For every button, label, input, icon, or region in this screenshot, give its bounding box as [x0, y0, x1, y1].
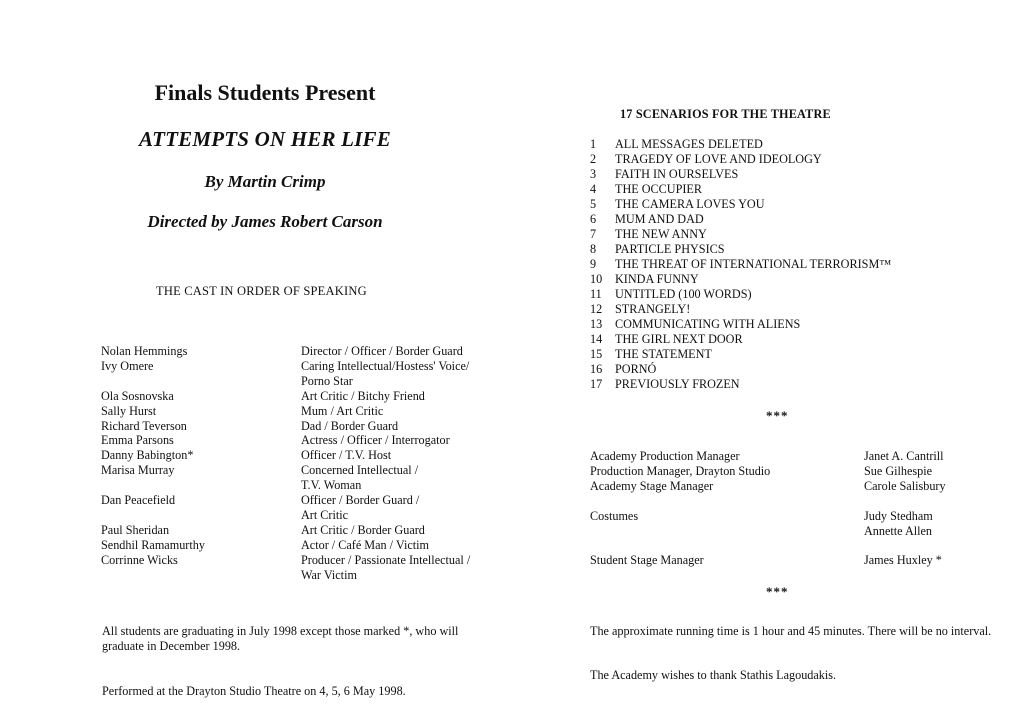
thanks-note: The Academy wishes to thank Stathis Lagoudakis. [590, 668, 837, 682]
cast-row [101, 433, 516, 448]
author-line: By Martin Crimp [204, 172, 326, 191]
actor-name: Emma Parsons [101, 433, 174, 448]
crew-name: Carole Salisbury [864, 479, 946, 493]
scenarios-heading: 17 SCENARIOS FOR THE THEATRE [620, 107, 831, 121]
actor-roles: Producer / Passionate Intellectual / War Victim [301, 552, 471, 582]
crew-label: Costumes [590, 509, 639, 523]
cast-row [101, 359, 516, 389]
crew-name: Judy Stedham [864, 509, 933, 523]
actor-name: Ola Sosnovska [101, 388, 174, 403]
scenario-item: 14 THE GIRL NEXT DOOR [590, 332, 743, 346]
scenario-item: 17 PREVIOUSLY FROZEN [590, 377, 740, 391]
cast-row [101, 419, 516, 434]
scenario-item: 7 THE NEW ANNY [590, 227, 707, 241]
actor-roles: Mum / Art Critic [301, 403, 384, 418]
scenario-item: 15 THE STATEMENT [590, 347, 712, 361]
scenario-item: 4 THE OCCUPIER [590, 182, 703, 196]
actor-roles: Actress / Officer / Interrogator [301, 433, 450, 448]
actor-name: Dan Peacefield [101, 493, 176, 508]
actor-name: Sendhil Ramamurthy [101, 537, 205, 552]
actor-roles: Director / Officer / Border Guard [301, 344, 463, 358]
play-title: ATTEMPTS ON HER LIFE [139, 127, 391, 151]
performance-dates: Performed at the Drayton Studio Theatre on 4, 5, 6 May 1998. [102, 684, 406, 698]
scenario-item: 6 MUM AND DAD [590, 212, 704, 226]
scenario-item: 9 THE THREAT OF INTERNATIONAL TERRORISM™ [590, 257, 892, 271]
actor-roles: Officer / T.V. Host [301, 448, 392, 463]
cast-row [101, 493, 516, 523]
crew-label: Student Stage Manager [590, 553, 704, 567]
crew-label: Production Manager, Drayton Studio [590, 464, 771, 478]
director-line: Directed by James Robert Carson [147, 212, 383, 231]
actor-roles: Dad / Border Guard [301, 418, 399, 433]
cast-row [101, 404, 516, 419]
scenario-item: 1 ALL MESSAGES DELETED [590, 137, 763, 151]
actor-name: Marisa Murray [101, 463, 175, 478]
crew-name: Annette Allen [864, 524, 933, 538]
cast-heading: THE CAST IN ORDER OF SPEAKING [156, 284, 367, 298]
cast-row [101, 448, 516, 463]
cast-row [101, 463, 516, 493]
running-time-note: The approximate running time is 1 hour and 45 minutes. There will be no interval. [590, 624, 992, 638]
separator-stars: *** [766, 584, 789, 599]
scenario-item: 3 FAITH IN OURSELVES [590, 167, 739, 181]
actor-name: Ivy Omere [101, 358, 154, 373]
crew-label: Academy Stage Manager [590, 479, 714, 493]
actor-roles: Concerned Intellectual / T.V. Woman [301, 463, 419, 493]
crew-label: Academy Production Manager [590, 449, 740, 463]
actor-name: Sally Hurst [101, 403, 157, 418]
actor-name: Nolan Hemmings [101, 344, 188, 358]
scenario-item: 5 THE CAMERA LOVES YOU [590, 197, 765, 211]
scenario-item: 12 STRANGELY! [590, 302, 691, 316]
cast-row [101, 538, 516, 553]
scenario-item: 10 KINDA FUNNY [590, 272, 699, 286]
graduation-note: All students are graduating in July 1998 except those marked *, who will graduate in December 1998. [102, 624, 459, 653]
actor-roles: Caring Intellectual/Hostess' Voice/ Porno Star [301, 358, 470, 388]
cast-row [101, 389, 516, 404]
actor-roles: Art Critic / Border Guard [301, 522, 425, 537]
crew-name: Janet A. Cantrill [864, 449, 944, 463]
scenario-item: 11 UNTITLED (100 WORDS) [590, 287, 752, 301]
scenario-item: 2 TRAGEDY OF LOVE AND IDEOLOGY [590, 152, 822, 166]
crew-name: Sue Gilhespie [864, 464, 933, 478]
scenario-item: 16 PORNÓ [590, 362, 657, 376]
scenario-item: 13 COMMUNICATING WITH ALIENS [590, 317, 801, 331]
cast-row [101, 553, 516, 583]
cast-list [101, 344, 516, 583]
scenario-item: 8 PARTICLE PHYSICS [590, 242, 725, 256]
separator-stars: *** [766, 408, 789, 423]
cast-row [101, 523, 516, 538]
actor-roles: Actor / Café Man / Victim [301, 537, 429, 552]
scenario-list [590, 137, 891, 392]
actor-roles: Officer / Border Guard / Art Critic [301, 493, 420, 522]
actor-roles: Art Critic / Bitchy Friend [301, 388, 425, 403]
crew-name: James Huxley * [864, 553, 942, 567]
actor-name: Corrinne Wicks [101, 552, 178, 567]
presenter-heading: Finals Students Present [154, 80, 376, 105]
cast-row [101, 344, 516, 359]
actor-name: Paul Sheridan [101, 522, 170, 537]
actor-name: Danny Babington* [101, 448, 194, 463]
actor-name: Richard Teverson [101, 418, 187, 433]
